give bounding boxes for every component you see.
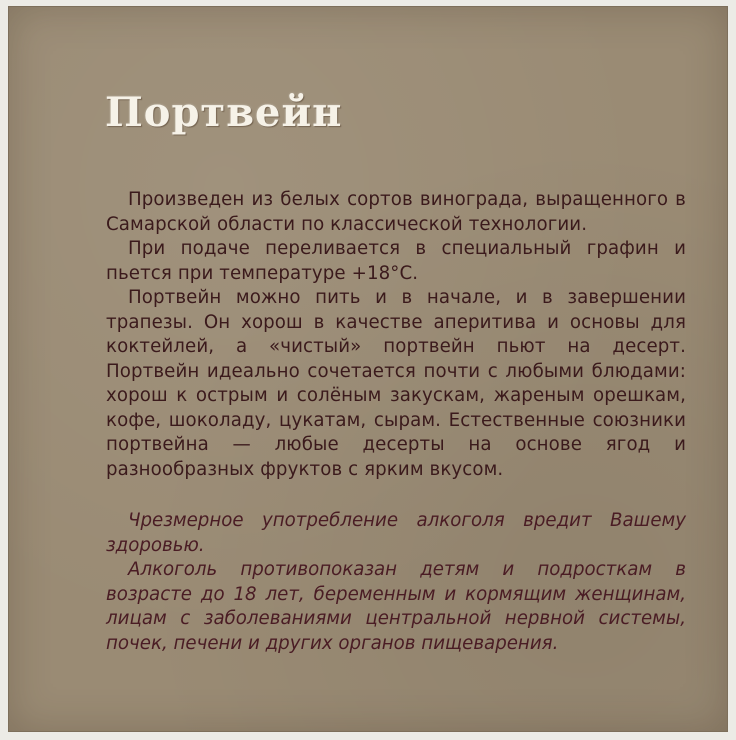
health-warning (106, 509, 686, 656)
wine-label (8, 6, 728, 732)
description-text (106, 188, 686, 482)
label-title: Портвейн (105, 89, 343, 136)
description-paragraph-origin: Произведен из белых сортов винограда, выращенного в Самарской области по классической технологии. (106, 189, 686, 235)
warning-paragraph-health: Чрезмерное употребление алкоголя вредит Вашему здоровью. (106, 510, 686, 556)
warning-paragraph-contraindications: Алкоголь противопоказан детям и подросткам в возрасте до 18 лет, беременным и кормящим женщинам, лицам с заболеваниями центральной нервной системы, почек, печени и других органов пищеварения. (106, 559, 686, 654)
description-paragraph-pairing: Портвейн можно пить и в начале, и в завершении трапезы. Он хорош в качестве аперитива и основы для коктейлей, а «чистый» портвейн пьют на десерт. Портвейн идеально сочетается почти с любыми блюдами: хорош к острым и солёным закускам, жареным орешкам, кофе, шоколаду, цукатам, сырам. Естественные союзники портвейна — любые десерты на основе ягод и разнообразных фруктов с ярким вкусом. (106, 287, 686, 480)
description-paragraph-serving: При подаче переливается в специальный графин и пьется при температуре +18°С. (106, 238, 686, 284)
